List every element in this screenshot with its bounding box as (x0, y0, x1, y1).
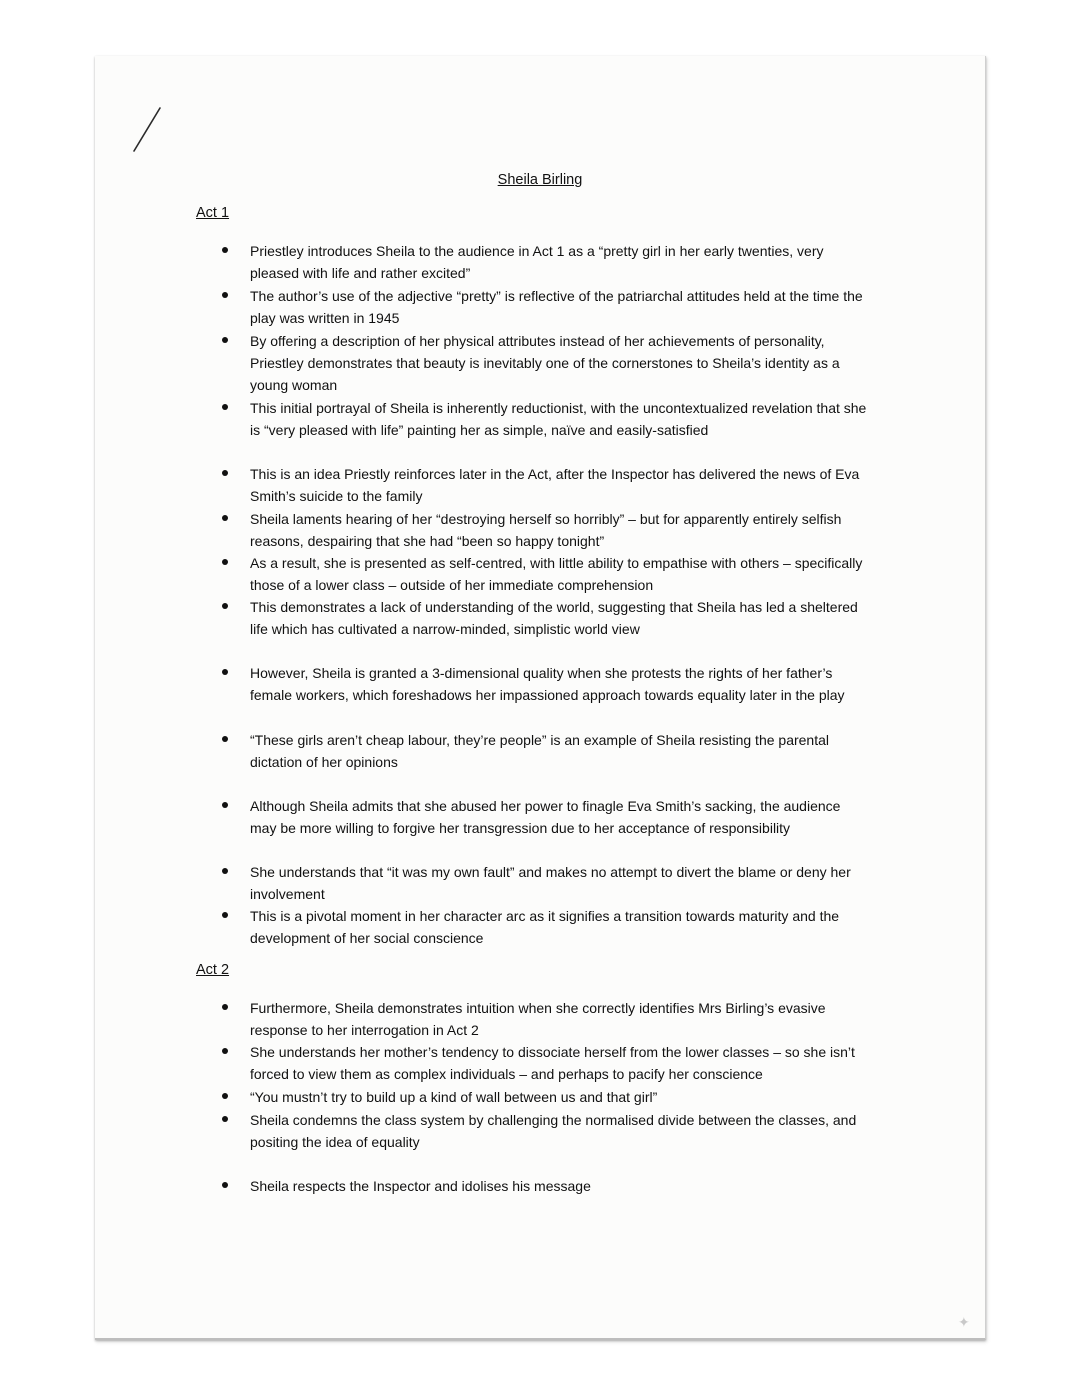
bullet-text: As a result, she is presented as self-centred, with little ability to empathise with others – specifically those of a lower class – outside of her immediate comprehension (250, 555, 863, 593)
list-item (222, 1109, 862, 1153)
section-heading-act-1: Act 1 (196, 205, 230, 221)
bullet-dot (222, 337, 228, 343)
list-item (222, 1041, 862, 1085)
bullet-dot (222, 247, 228, 253)
bullet-text: “You mustn’t try to build up a kind of wall between us and that girl” (250, 1089, 658, 1105)
list-item (222, 552, 862, 596)
bullet-dot (222, 1048, 228, 1054)
bullet-dot (222, 1116, 228, 1122)
bullet-dot (222, 404, 228, 410)
bullet-text: This is an idea Priestly reinforces later in the Act, after the Inspector has delivered the news of Eva Smith’s suicide to the family (250, 466, 860, 504)
bullet-dot (222, 1093, 228, 1099)
bullet-text: Sheila laments hearing of her “destroying herself so horribly” – but for apparently entirely selfish reasons, despairing that she had “been so happy tonight” (250, 511, 842, 549)
page-corner-smudge: ✦ (958, 1314, 970, 1330)
bullet-text: Sheila condemns the class system by challenging the normalised divide between the classes, and positing the idea of equality (250, 1112, 857, 1150)
bullet-dot (222, 868, 228, 874)
list-item (222, 795, 862, 861)
bullet-dot (222, 736, 228, 742)
list-item (222, 729, 862, 773)
bullet-dot (222, 559, 228, 565)
list-item (222, 508, 862, 552)
document-title: Sheila Birling (497, 172, 583, 188)
list-item (222, 463, 862, 507)
list-item (222, 662, 862, 728)
bullet-dot (222, 1004, 228, 1010)
bullet-text: She understands her mother’s tendency to dissociate herself from the lower classes – so she isn’t forced to view them as complex individuals – and perhaps to pacify her conscience (250, 1044, 855, 1082)
list-item (222, 397, 867, 441)
list-item (222, 861, 862, 905)
bullet-text: This is a pivotal moment in her character arc as it signifies a transition towards maturity and the development of her social conscience (250, 908, 840, 946)
list-item (222, 330, 862, 396)
bullet-dot (222, 802, 228, 808)
bullet-dot (222, 912, 228, 918)
bullet-dot (222, 669, 228, 675)
list-item (222, 240, 862, 284)
list-item (222, 1086, 862, 1108)
bullet-dot (222, 292, 228, 298)
bullet-dot (222, 515, 228, 521)
list-item (222, 596, 862, 640)
list-item (222, 905, 862, 949)
bullet-text: She understands that “it was my own fault” and makes no attempt to divert the blame or deny her involvement (250, 864, 851, 902)
bullet-dot (222, 1182, 228, 1188)
bullet-text: Although Sheila admits that she abused her power to finagle Eva Smith’s sacking, the audience may be more willing to forgive her transgression due to her acceptance of responsibility (250, 798, 841, 836)
bullet-text: The author’s use of the adjective “pretty” is reflective of the patriarchal attitudes held at the time the play was written in 1945 (250, 288, 863, 326)
list-item (222, 997, 862, 1041)
bullet-text: However, Sheila is granted a 3-dimensional quality when she protests the rights of her father’s female workers, which foreshadows her impassioned approach towards equality later in the play (250, 665, 845, 703)
bullet-text: Furthermore, Sheila demonstrates intuition when she correctly identifies Mrs Birling’s evasive response to her interrogation in Act 2 (250, 1000, 826, 1038)
bullet-text: Sheila respects the Inspector and idolises his message (250, 1178, 591, 1194)
bullet-text: “These girls aren’t cheap labour, they’re people” is an example of Sheila resisting the parental dictation of her opinions (250, 732, 829, 770)
list-item (222, 285, 862, 329)
section-heading-act-2: Act 2 (196, 962, 230, 978)
bullet-text: Priestley introduces Sheila to the audience in Act 1 as a “pretty girl in her early twenties, very pleased with life and rather excited” (250, 243, 824, 281)
bullet-text: By offering a description of her physical attributes instead of her achievements of personality, Priestley demonstrates that beauty is inevitably one of the cornerstones to Sheila’s identity as a young woman (250, 333, 840, 393)
list-item (222, 1175, 862, 1197)
bullet-text: This initial portrayal of Sheila is inherently reductionist, with the uncontextualized revelation that she is “very pleased with life” painting her as simple, naïve and easily-satisfied (250, 400, 867, 438)
bullet-dot (222, 603, 228, 609)
bullet-dot (222, 470, 228, 476)
bullet-text: This demonstrates a lack of understanding of the world, suggesting that Sheila has led a sheltered life which has cultivated a narrow-minded, simplistic world view (250, 599, 858, 637)
